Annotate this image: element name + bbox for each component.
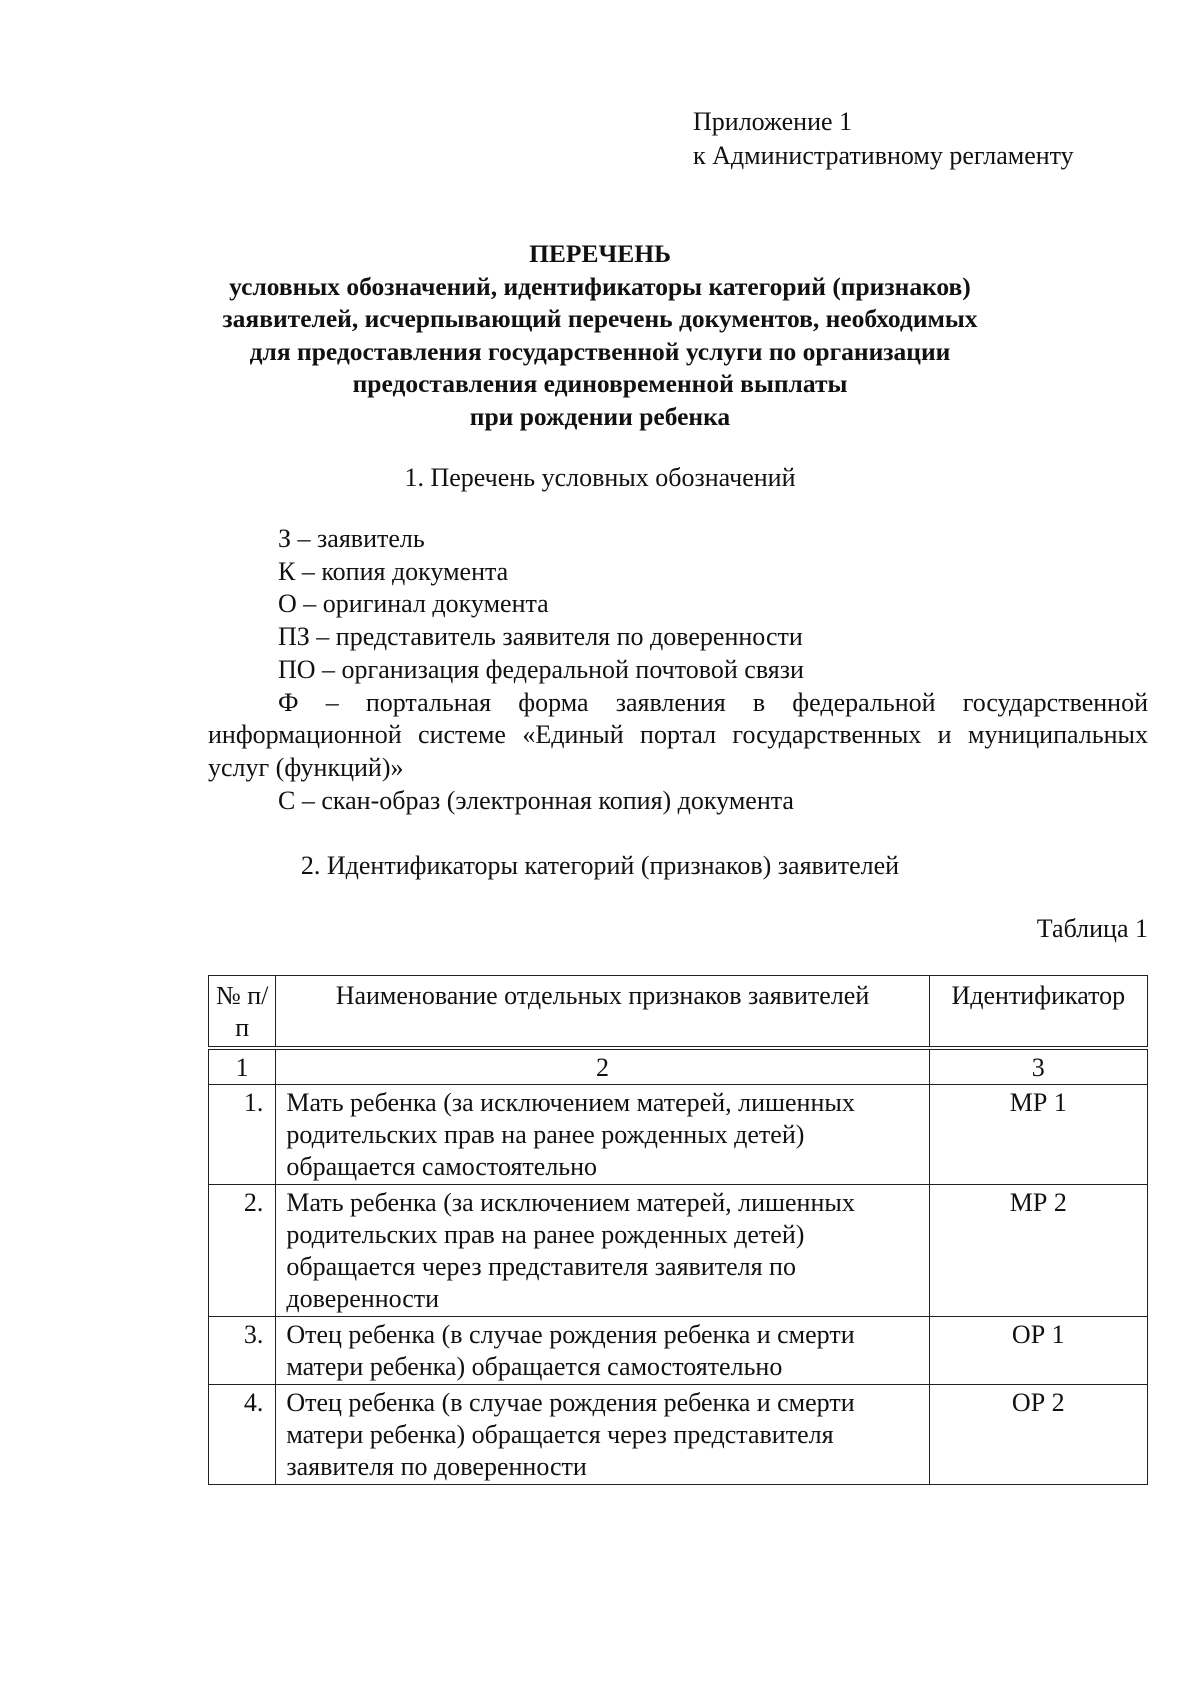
- legend-item: ПЗ – представитель заявителя по доверенности: [278, 622, 803, 652]
- row-identifier-cell: МР 2: [929, 1185, 1147, 1317]
- row-identifier-cell: ОР 2: [929, 1385, 1147, 1485]
- legend-item: ПО – организация федеральной почтовой связи: [278, 654, 804, 684]
- row-description-cell: Отец ребенка (в случае рождения ребенка и смерти матери ребенка) обращается через представителя заявителя по доверенности: [276, 1385, 929, 1485]
- title-line-1: ПЕРЕЧЕНЬ: [529, 239, 671, 268]
- table-row: [209, 1317, 1148, 1385]
- header-cell-name: Наименование отдельных признаков заявителей: [276, 976, 929, 1049]
- section-1-heading: 1. Перечень условных обозначений: [404, 463, 796, 492]
- legend-item: К – копия документа: [278, 556, 509, 586]
- column-number-cell: 1: [209, 1048, 276, 1085]
- title-line-4: для предоставления государственной услуги по организации: [249, 336, 951, 366]
- row-number-cell: 4.: [209, 1385, 276, 1485]
- legend-item: Ф – портальная форма заявления в федеральной государственной информационной системе «Единый портал государственных и муниципальных услуг (функций)»: [208, 687, 1148, 782]
- row-identifier-cell: ОР 1: [929, 1317, 1147, 1385]
- column-number-cell: 2: [276, 1048, 929, 1085]
- row-number-cell: 2.: [209, 1185, 276, 1317]
- table-header-row: [209, 976, 1148, 1049]
- table-label: Таблица 1: [1036, 914, 1148, 943]
- row-number-cell: 1.: [209, 1085, 276, 1185]
- legend-item: З – заявитель: [278, 524, 425, 553]
- row-description-cell: Отец ребенка (в случае рождения ребенка и смерти матери ребенка) обращается самостоятельно: [276, 1317, 929, 1385]
- row-number-cell: 3.: [209, 1317, 276, 1385]
- column-numbers-row: [209, 1048, 1148, 1085]
- header-cell-identifier: Идентификатор: [929, 976, 1147, 1049]
- header-cell-number: № п/п: [209, 976, 276, 1049]
- row-description-cell: Мать ребенка (за исключением матерей, лишенных родительских прав на ранее рожденных детей) обращается самостоятельно: [276, 1085, 929, 1185]
- title-line-3: заявителей, исчерпывающий перечень документов, необходимых: [222, 304, 978, 334]
- table-row: [209, 1185, 1148, 1317]
- title-line-2: условных обозначений, идентификаторы категорий (признаков): [229, 271, 971, 301]
- table-row: [209, 1085, 1148, 1185]
- title-line-6: при рождении ребенка: [469, 401, 731, 431]
- row-description-cell: Мать ребенка (за исключением матерей, лишенных родительских прав на ранее рожденных детей) обращается через представителя заявителя по доверенности: [276, 1185, 929, 1317]
- appendix-header: [693, 105, 1074, 173]
- appendix-line-2: к Административному регламенту: [693, 141, 1074, 170]
- section-2-heading: 2. Идентификаторы категорий (признаков) заявителей: [300, 851, 900, 880]
- document-title: [150, 238, 1050, 434]
- table-row: [209, 1385, 1148, 1485]
- legend-item: С – скан-образ (электронная копия) документа: [278, 785, 794, 815]
- legend-item: О – оригинал документа: [278, 589, 549, 619]
- appendix-line-1: Приложение 1: [693, 107, 853, 136]
- column-number-cell: 3: [929, 1048, 1147, 1085]
- row-identifier-cell: МР 1: [929, 1085, 1147, 1185]
- title-line-5: предоставления единовременной выплаты: [352, 369, 848, 399]
- applicant-categories-table: [208, 975, 1148, 1485]
- legend-list: [208, 523, 1148, 817]
